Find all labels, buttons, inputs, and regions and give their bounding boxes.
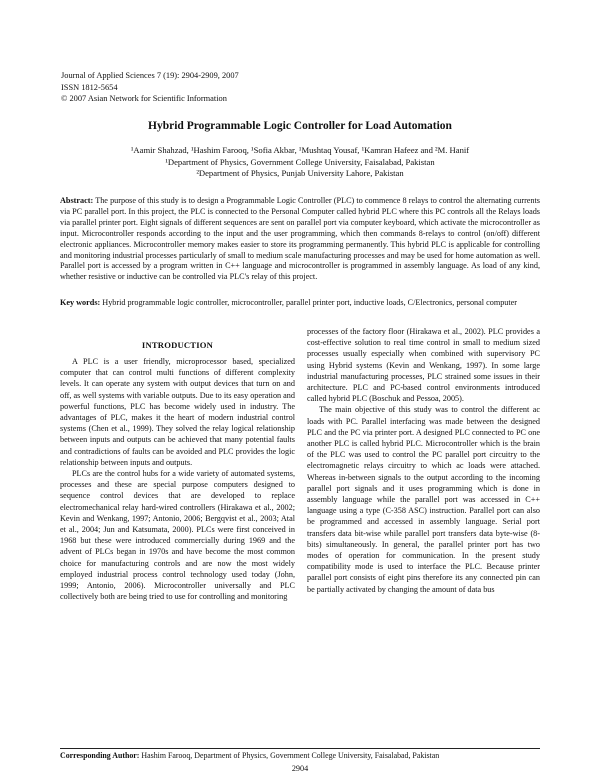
right-paragraph-1: processes of the factory floor (Hirakawa et al., 2002). PLC provides a cost-effective solution to real time control in small to medium sized processes usually especially when combined with supervisory PC using Hybrid systems (Kevin and Wenkang, 1997). In some large industrial manufacturing processes, PLC strained some issues in their architecture. PLC and PC-based control environments introduced called hybrid PLC (Boschuk and Pessoa, 2005). [307,327,540,404]
abstract-text: The purpose of this study is to design a Programmable Logic Controller (PLC) to commence 8 relays to control the alternating currents via PC parallel port. In this project, the PLC is connected to the Personal Computer called hybrid PLC where this PC controls all the Relays loads via parallel printer port. Eight signals of different sequences are sent on parallel port via computer keyboard, which activate the microcontroller as input. Microcontroller responds according to the input and the user programming, which then commands 8-relays to control (on/off) different electronic appliances. Microcontroller memory makes easier to store its programming permanently. This hybrid PLC is applicable for controlling and monitoring industrial processes particularly of small to medium scale manufacturing processes and may be used for home automation as well. Parallel port is accessed by a program written in C++ language and microcontroller is programmed in assembly language. As load of any kind, whether resistive or inductive can be controlled via PLC's relay of this project. [60,196,540,282]
corresponding-author [60,751,540,760]
footer-divider [60,748,540,749]
intro-paragraph-1: A PLC is a user friendly, microprocessor based, specialized computer that can control multi functions of different complexity levels. It can operate any system with output devices that turn on and off, as well systems with variable outputs. Due to its easy operation and powerful functions, PLC has become widely used in industry. The advantages of PLC, makes it the heart of modern industrial control systems (Chen et al., 1999). They solved the relay logical relationship between inputs and outputs can be achieved that many potential faults and contradictions of faults can be avoided and PLC provides the logic relationship between inputs and outputs. [60,357,295,467]
corresponding-author-label: Corresponding Author: [60,751,140,760]
journal-copyright: © 2007 Asian Network for Scientific Information [61,94,227,103]
abstract [60,196,540,282]
left-column [60,326,295,746]
abstract-label: Abstract: [60,196,94,205]
keywords [60,298,540,320]
affiliation-1: ¹Department of Physics, Government College University, Faisalabad, Pakistan [165,156,435,167]
page-number: 2904 [291,764,309,773]
keywords-label: Key words: [60,298,101,307]
author-block [0,145,600,180]
journal-header [61,70,361,105]
corresponding-author-text: Hashim Farooq, Department of Physics, Government College University, Faisalabad, Pakistan [141,751,440,760]
intro-paragraph-2: PLCs are the control hubs for a wide variety of automated systems, processes and these are special purpose computers designed to sequence control devices that are developed to replace electromechanical relay hard-wired controllers (Hirakawa et al., 2002; Kevin and Wenkang, 1997; Antonio, 2006; Bergqvist et al., 2003; Atal et al., 2004; Jun and Katsumata, 2000). PLCs were first conceived in 1968 but these were introduced commercially during 1969 and the advent of PLCs began in 1970s and have become the most common choice for manufacturing controls and are now the most widely employed industrial process control technology used today (John, 1999; Antonio, 2006). Microcontroller universally and PLC collectively both are being tried to use for controlling and monitoring [60,469,295,602]
keywords-text: Hybrid programmable logic controller, microcontroller, parallel printer port, inductive loads, C/Electronics, personal computer [102,298,518,307]
right-column [307,326,540,746]
paper-title: Hybrid Programmable Logic Controller for Load Automation [148,120,452,132]
section-heading-introduction: INTRODUCTION [141,340,214,350]
right-paragraph-2: The main objective of this study was to control the different ac loads with PC. Parallel interfacing was made between the designed PLC and the PC via printer port. A designed PLC connected to PC one another PLC is called hybrid PLC. Microcontroller which is the brain of the PLC was used to control the PC parallel port circuitry to the electromagnetic relays circuitry to which ac loads were attached. Whereas in-between signals to the output according to the incoming parallel port signals and it uses programming which is done in assembly language while the parallel port was accessed in C++ language using a type (C-358 ASC) instruction. Parallel port can also be programmed and accessed in assembly language. Serial port transfers data bit-wise while parallel port transfers data byte-wise (8-bits) simultaneously. In general, the parallel printer port has two modes of operation for communication. In the present study compatibility mode is used to interface the PLC. Because printer parallel port consists of eight pins therefore its any connected pin can be partially activated by changing the amount of data bus [307,405,540,594]
journal-issn: ISSN 1812-5654 [61,82,118,92]
journal-citation: Journal of Applied Sciences 7 (19): 2904-2909, 2007 [61,71,239,80]
author-names: ¹Aamir Shahzad, ¹Hashim Farooq, ¹Sofia Akbar, ¹Mushtaq Yousaf, ¹Kamran Hafeez and ²M. Hanif [130,145,470,155]
affiliation-2: ²Department of Physics, Punjab University Lahore, Pakistan [196,168,404,178]
